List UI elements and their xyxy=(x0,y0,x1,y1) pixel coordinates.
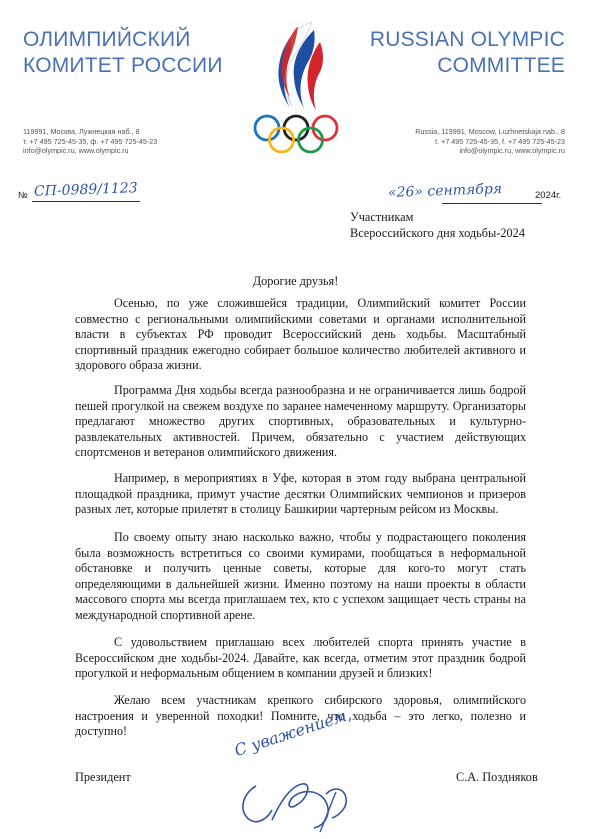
olympic-rings-icon xyxy=(255,116,337,152)
recipient-line1: Участникам xyxy=(350,210,414,224)
body-paragraph-4: По своему опыту знаю насколько важно, чтобы у подрастающего поколения была возможность встретиться со своими кумирами, пообщаться в неформальной обстановке и получить ценные советы, которые для кого-то могут стать определяющими в дальнейшей жизни. Именно поэтому на наши проекты в области массового спорта мы всегда приглашаем тех, кто с успехом защищает честь страны на международной спортивной арене. xyxy=(75,530,526,622)
body-paragraph-6: Желаю всем участникам крепкого сибирского здоровья, олимпийского настроения и уверенной походки! Помните, что ходьба – это легко, полезно и доступно! xyxy=(75,693,526,739)
handwritten-signature-icon xyxy=(228,728,368,836)
registration-number-label: № xyxy=(18,190,28,200)
letter-date: «26» сентября xyxy=(387,181,503,201)
contacts-en xyxy=(415,127,565,156)
recipient-line2: Всероссийского дня ходьбы-2024 xyxy=(350,225,525,240)
org-name-en-line1: RUSSIAN OLYMPIC xyxy=(369,28,565,51)
org-name-en-line2: COMMITTEE xyxy=(437,54,565,77)
contacts-ru xyxy=(23,127,157,156)
contacts-en-phone: t. +7 495 725-45-35, f. +7 495 725-45-23 xyxy=(435,136,565,146)
body-paragraph-5: С удовольствием приглашаю всех любителей спорта принять участие в Всероссийском дне ходьбы-2024. Давайте, как всегда, отметим этот праздник бодрой прогулкой и неформальным общением в компании друзей и близких! xyxy=(75,635,526,681)
contacts-ru-phone: т. +7 495 725-45-35, ф. +7 495 725-45-23 xyxy=(23,136,158,146)
olympic-committee-logo-icon xyxy=(250,20,342,160)
org-name-en xyxy=(370,27,565,79)
contacts-en-address: Russia, 119991, Moscow, Luzhnetskaja nab., 8 xyxy=(415,127,565,136)
flag-flame-icon xyxy=(278,22,323,110)
greeting: Дорогие друзья! xyxy=(252,274,339,288)
body-paragraph-2: Программа Дня ходьбы всегда разнообразна и не ограничивается лишь бодрой пешей прогулкой на свежем воздухе по заранее намеченному маршруту. Организаторы предлагают множество других спортивных, образовательных и культурно-развлекательных активностей. Причем, обязательно с участием действующих спортсменов и ветеранов олимпийского движения. xyxy=(75,383,526,460)
body-paragraph-3: Например, в мероприятиях в Уфе, которая в этом году выбрана центральной площадкой праздника, примут участие десятки Олимпийских чемпионов и призеров разных лет, которые прилетят в столицу Башкирии чартерным рейсом из Москвы. xyxy=(75,471,526,517)
letter-year: 2024г. xyxy=(535,190,562,201)
contacts-en-web: info@olympic.ru, www.olympic.ru xyxy=(459,146,565,156)
date-underline xyxy=(442,203,542,204)
org-name-ru-line2: КОМИТЕТ РОССИИ xyxy=(23,54,223,77)
org-name-ru xyxy=(23,27,223,79)
body-paragraph-1: Осенью, по уже сложившейся традиции, Олимпийский комитет России совместно с региональными олимпийскими советами и органами исполнительной власти в субъектах РФ проводит Всероссийский день ходьбы. Масштабный спортивный праздник ежегодно собирает большое количество любителей активного и здорового образа жизни. xyxy=(75,296,526,373)
registration-number: СП-0989/1123 xyxy=(33,180,138,200)
contacts-ru-web: info@olympic.ru, www.olympic.ru xyxy=(23,146,129,156)
signatory-role: Президент xyxy=(75,770,131,784)
handwritten-closing: С уважением, xyxy=(232,704,354,761)
org-name-ru-line1: ОЛИМПИЙСКИЙ xyxy=(23,28,191,51)
recipient-block xyxy=(350,210,525,241)
signatory-name: С.А. Поздняков xyxy=(456,770,538,784)
contacts-ru-address: 119991, Москва, Лужнецкая наб., 8 xyxy=(23,127,140,136)
registration-number-underline xyxy=(32,201,140,202)
